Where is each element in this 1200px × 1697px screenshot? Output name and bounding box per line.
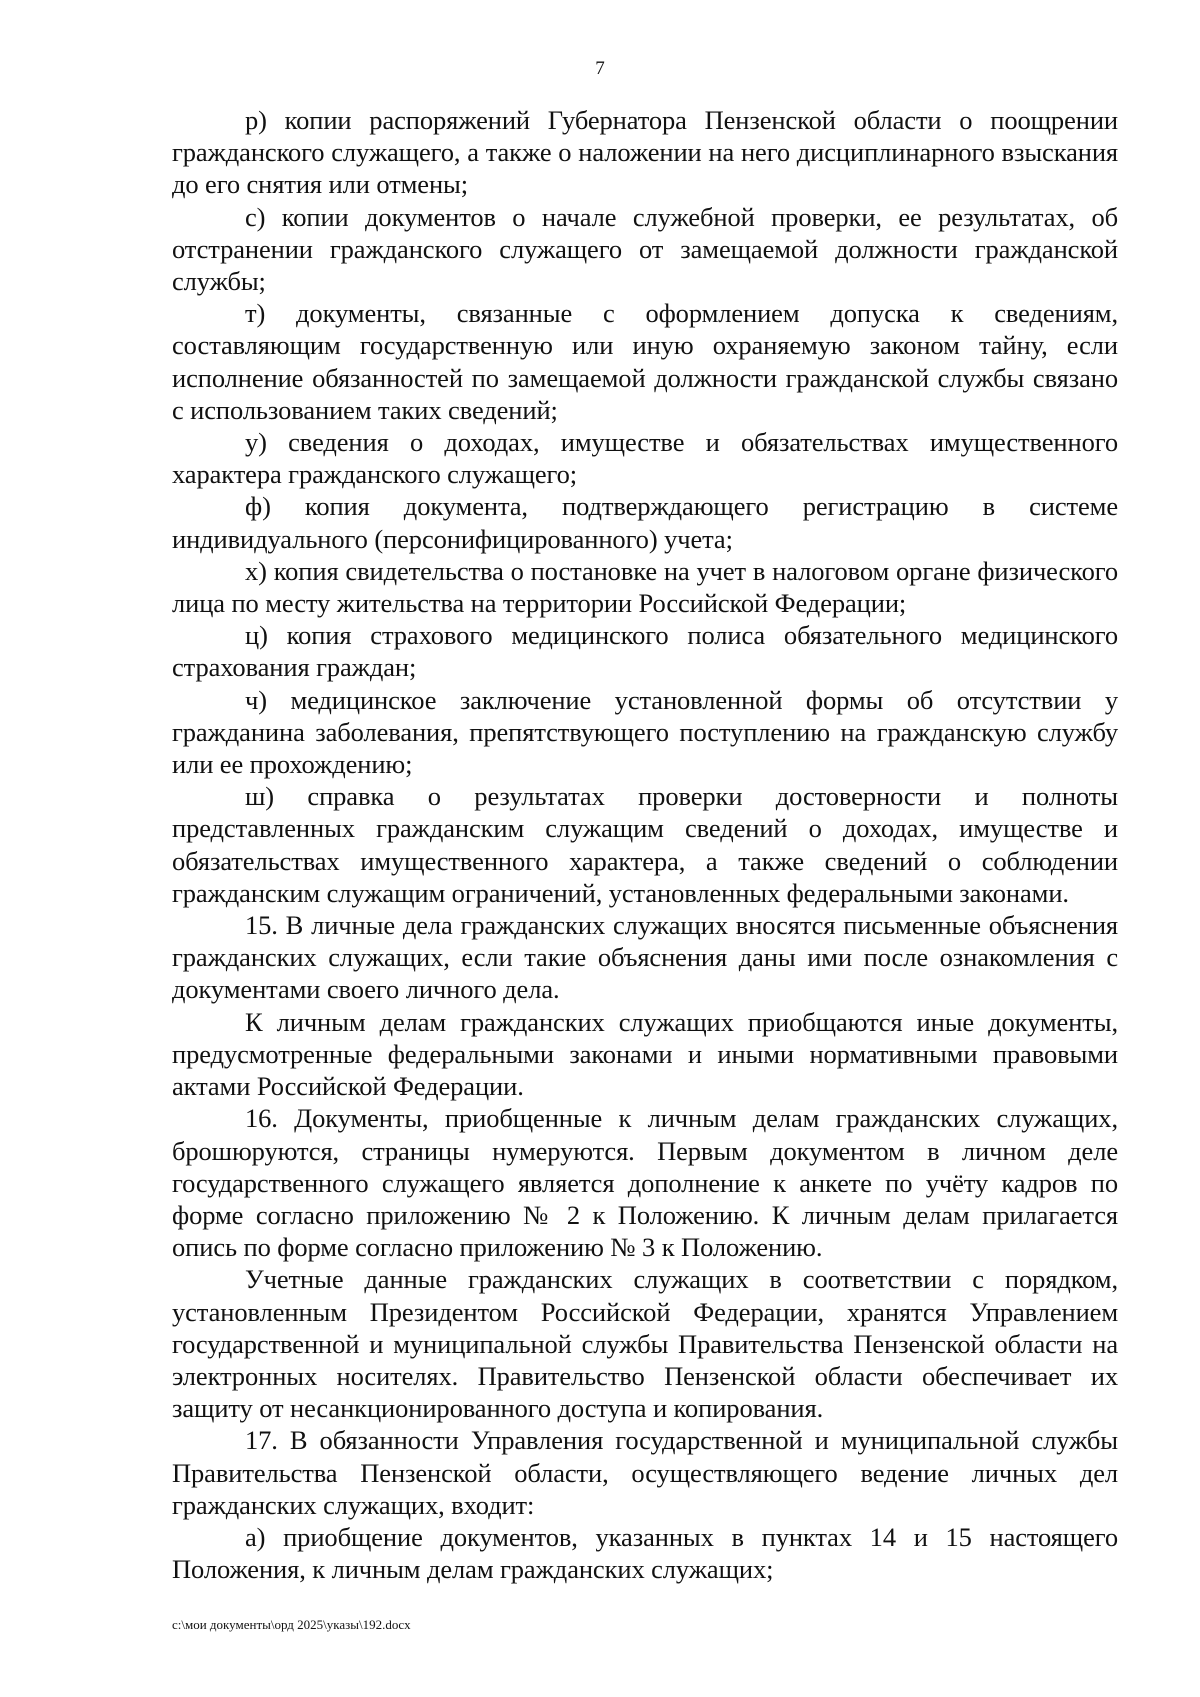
clause-17-paragraph: 17. В обязанности Управления государственной и муниципальной службы Правительства Пензенской области, осуществляющего ведение личных дел гражданских служащих, входит: [172, 1425, 1118, 1520]
clause-16-continuation-paragraph: Учетные данные гражданских служащих в соответствии с порядком, установленным Президентом Российской Федерации, хранятся Управлением государственной и муниципальной службы Правительства Пензенской области на электронных носителях. Правительство Пензенской области обеспечивает их защиту от несанкционированного доступа и копирования. [172, 1264, 1118, 1424]
document-body [172, 104, 1118, 1585]
clause-15-continuation-paragraph: К личным делам гражданских служащих приобщаются иные документы, предусмотренные федеральными законами и иными нормативными правовыми актами Российской Федерации. [172, 1006, 1118, 1102]
item-kh-paragraph: х) копия свидетельства о постановке на учет в налоговом органе физического лица по месту жительства на территории Российской Федерации; [172, 555, 1118, 619]
clause-16-paragraph: 16. Документы, приобщенные к личным делам гражданских служащих, брошюруются, страницы нумеруются. Первым документом в личном деле государственного служащего является дополнение к анкете по учёту кадров по форме согласно приложению № 2 к Положению. К личным делам прилагается опись по форме согласно приложению № 3 к Положению. [172, 1103, 1118, 1263]
footer-file-path: c:\мои документы\орд 2025\указы\192.docx [172, 1617, 411, 1632]
item-u-paragraph: у) сведения о доходах, имуществе и обязательствах имущественного характера гражданского служащего; [172, 427, 1118, 490]
page-number: 7 [595, 58, 605, 79]
clause-15-paragraph: 15. В личные дела гражданских служащих вносятся письменные объяснения гражданских служащих, если такие объяснения даны ими после ознакомления с документами своего личного дела. [172, 910, 1118, 1005]
clause-17-item-a-paragraph: а) приобщение документов, указанных в пунктах 14 и 15 настоящего Положения, к личным делам гражданских служащих; [172, 1521, 1118, 1585]
item-ch-paragraph: ч) медицинское заключение установленной формы об отсутствии у гражданина заболевания, препятствующего поступлению на гражданскую службу или ее прохождению; [172, 684, 1118, 780]
item-f-paragraph: ф) копия документа, подтверждающего регистрацию в системе индивидуального (персонифицированного) учета; [172, 491, 1118, 554]
item-r-paragraph: р) копии распоряжений Губернатора Пензенской области о поощрении гражданского служащего, а также о наложении на него дисциплинарного взыскания до его снятия или отмены; [172, 105, 1118, 200]
item-sh-paragraph: ш) справка о результатах проверки достоверности и полноты представленных гражданским служащим сведений о доходах, имуществе и обязательствах имущественного характера, а также сведений о соблюдении гражданским служащим ограничений, установленных федеральными законами. [172, 781, 1118, 908]
item-s-paragraph: с) копии документов о начале служебной проверки, ее результатах, об отстранении гражданского служащего от замещаемой должности гражданской службы; [172, 201, 1118, 297]
item-ts-paragraph: ц) копия страхового медицинского полиса обязательного медицинского страхования граждан; [172, 620, 1118, 683]
item-t-paragraph: т) документы, связанные с оформлением допуска к сведениям, составляющим государственную или иную охраняемую законом тайну, если исполнение обязанностей по замещаемой должности гражданской службы связано с использованием таких сведений; [172, 298, 1118, 425]
